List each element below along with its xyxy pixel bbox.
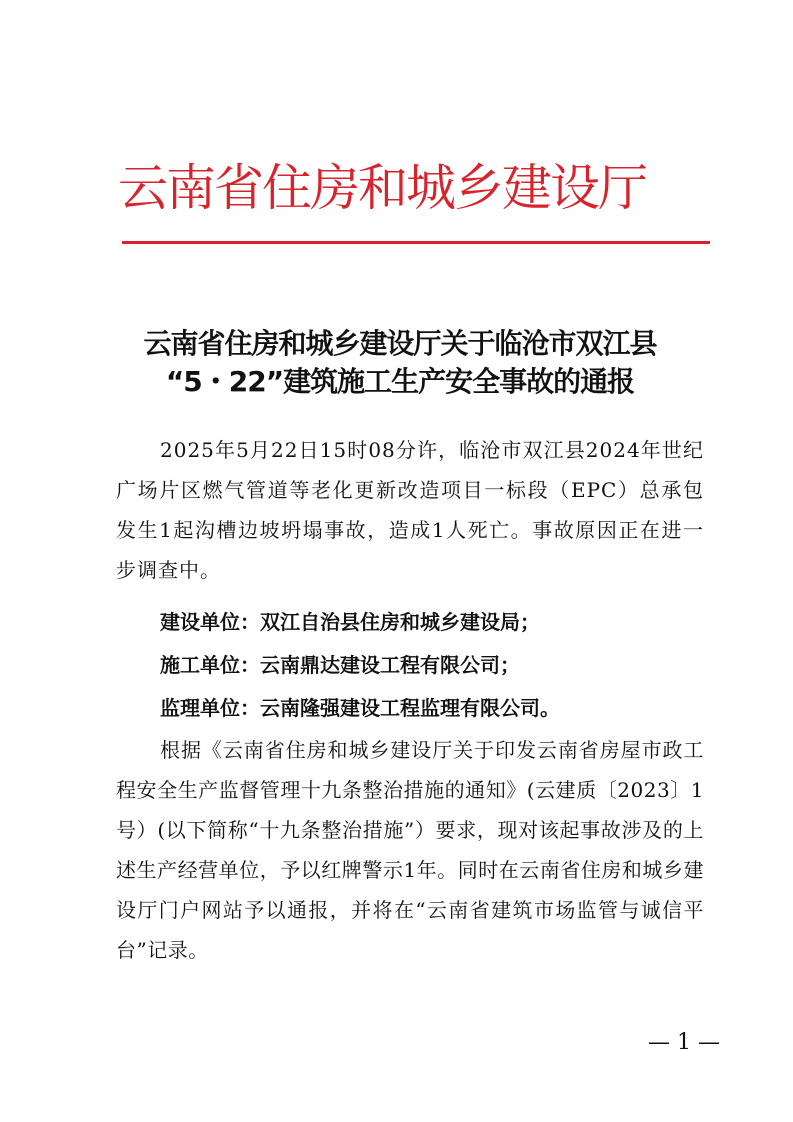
document-title-line-2: “5・22”建筑施工生产安全事故的通报: [165, 365, 635, 398]
supervision-unit-label: 监理单位：: [160, 696, 260, 720]
letterhead-title: 云南省住房和城乡建设厅: [118, 159, 646, 217]
construction-unit-value: 双江自治县住房和城乡建设局；: [260, 610, 540, 634]
supervision-unit-line: [160, 688, 720, 728]
supervision-unit-value: 云南隆强建设工程监理有限公司。: [260, 696, 560, 720]
construction-unit-line: [160, 602, 720, 642]
letterhead-red-rule: [122, 241, 710, 244]
contractor-unit-line: [160, 645, 720, 685]
page-number: — 1 —: [648, 1030, 720, 1055]
contractor-unit-value: 云南鼎达建设工程有限公司；: [260, 653, 520, 677]
construction-unit-label: 建设单位：: [160, 610, 260, 634]
document-title-line-1: 云南省住房和城乡建设厅关于临沧市双江县: [143, 327, 657, 360]
decision-paragraph: 根据《云南省住房和城乡建设厅关于印发云南省房屋市政工程安全生产监督管理十九条整治措施的通知》(云建质〔2023〕1号）(以下简称“十九条整治措施”）要求，现对该起事故涉及的上述生产经营单位，予以红牌警示1年。同时在云南省住房和城乡建设厅门户网站予以通报，并将在“云南省建筑市场监管与诚信平台”记录。: [116, 738, 704, 962]
contractor-unit-label: 施工单位：: [160, 653, 260, 677]
incident-paragraph: 2025年5月22日15时08分许，临沧市双江县2024年世纪广场片区燃气管道等老化更新改造项目一标段（EPC）总承包发生1起沟槽边坡坍塌事故，造成1人死亡。事故原因正在进一步调查中。: [116, 438, 704, 582]
